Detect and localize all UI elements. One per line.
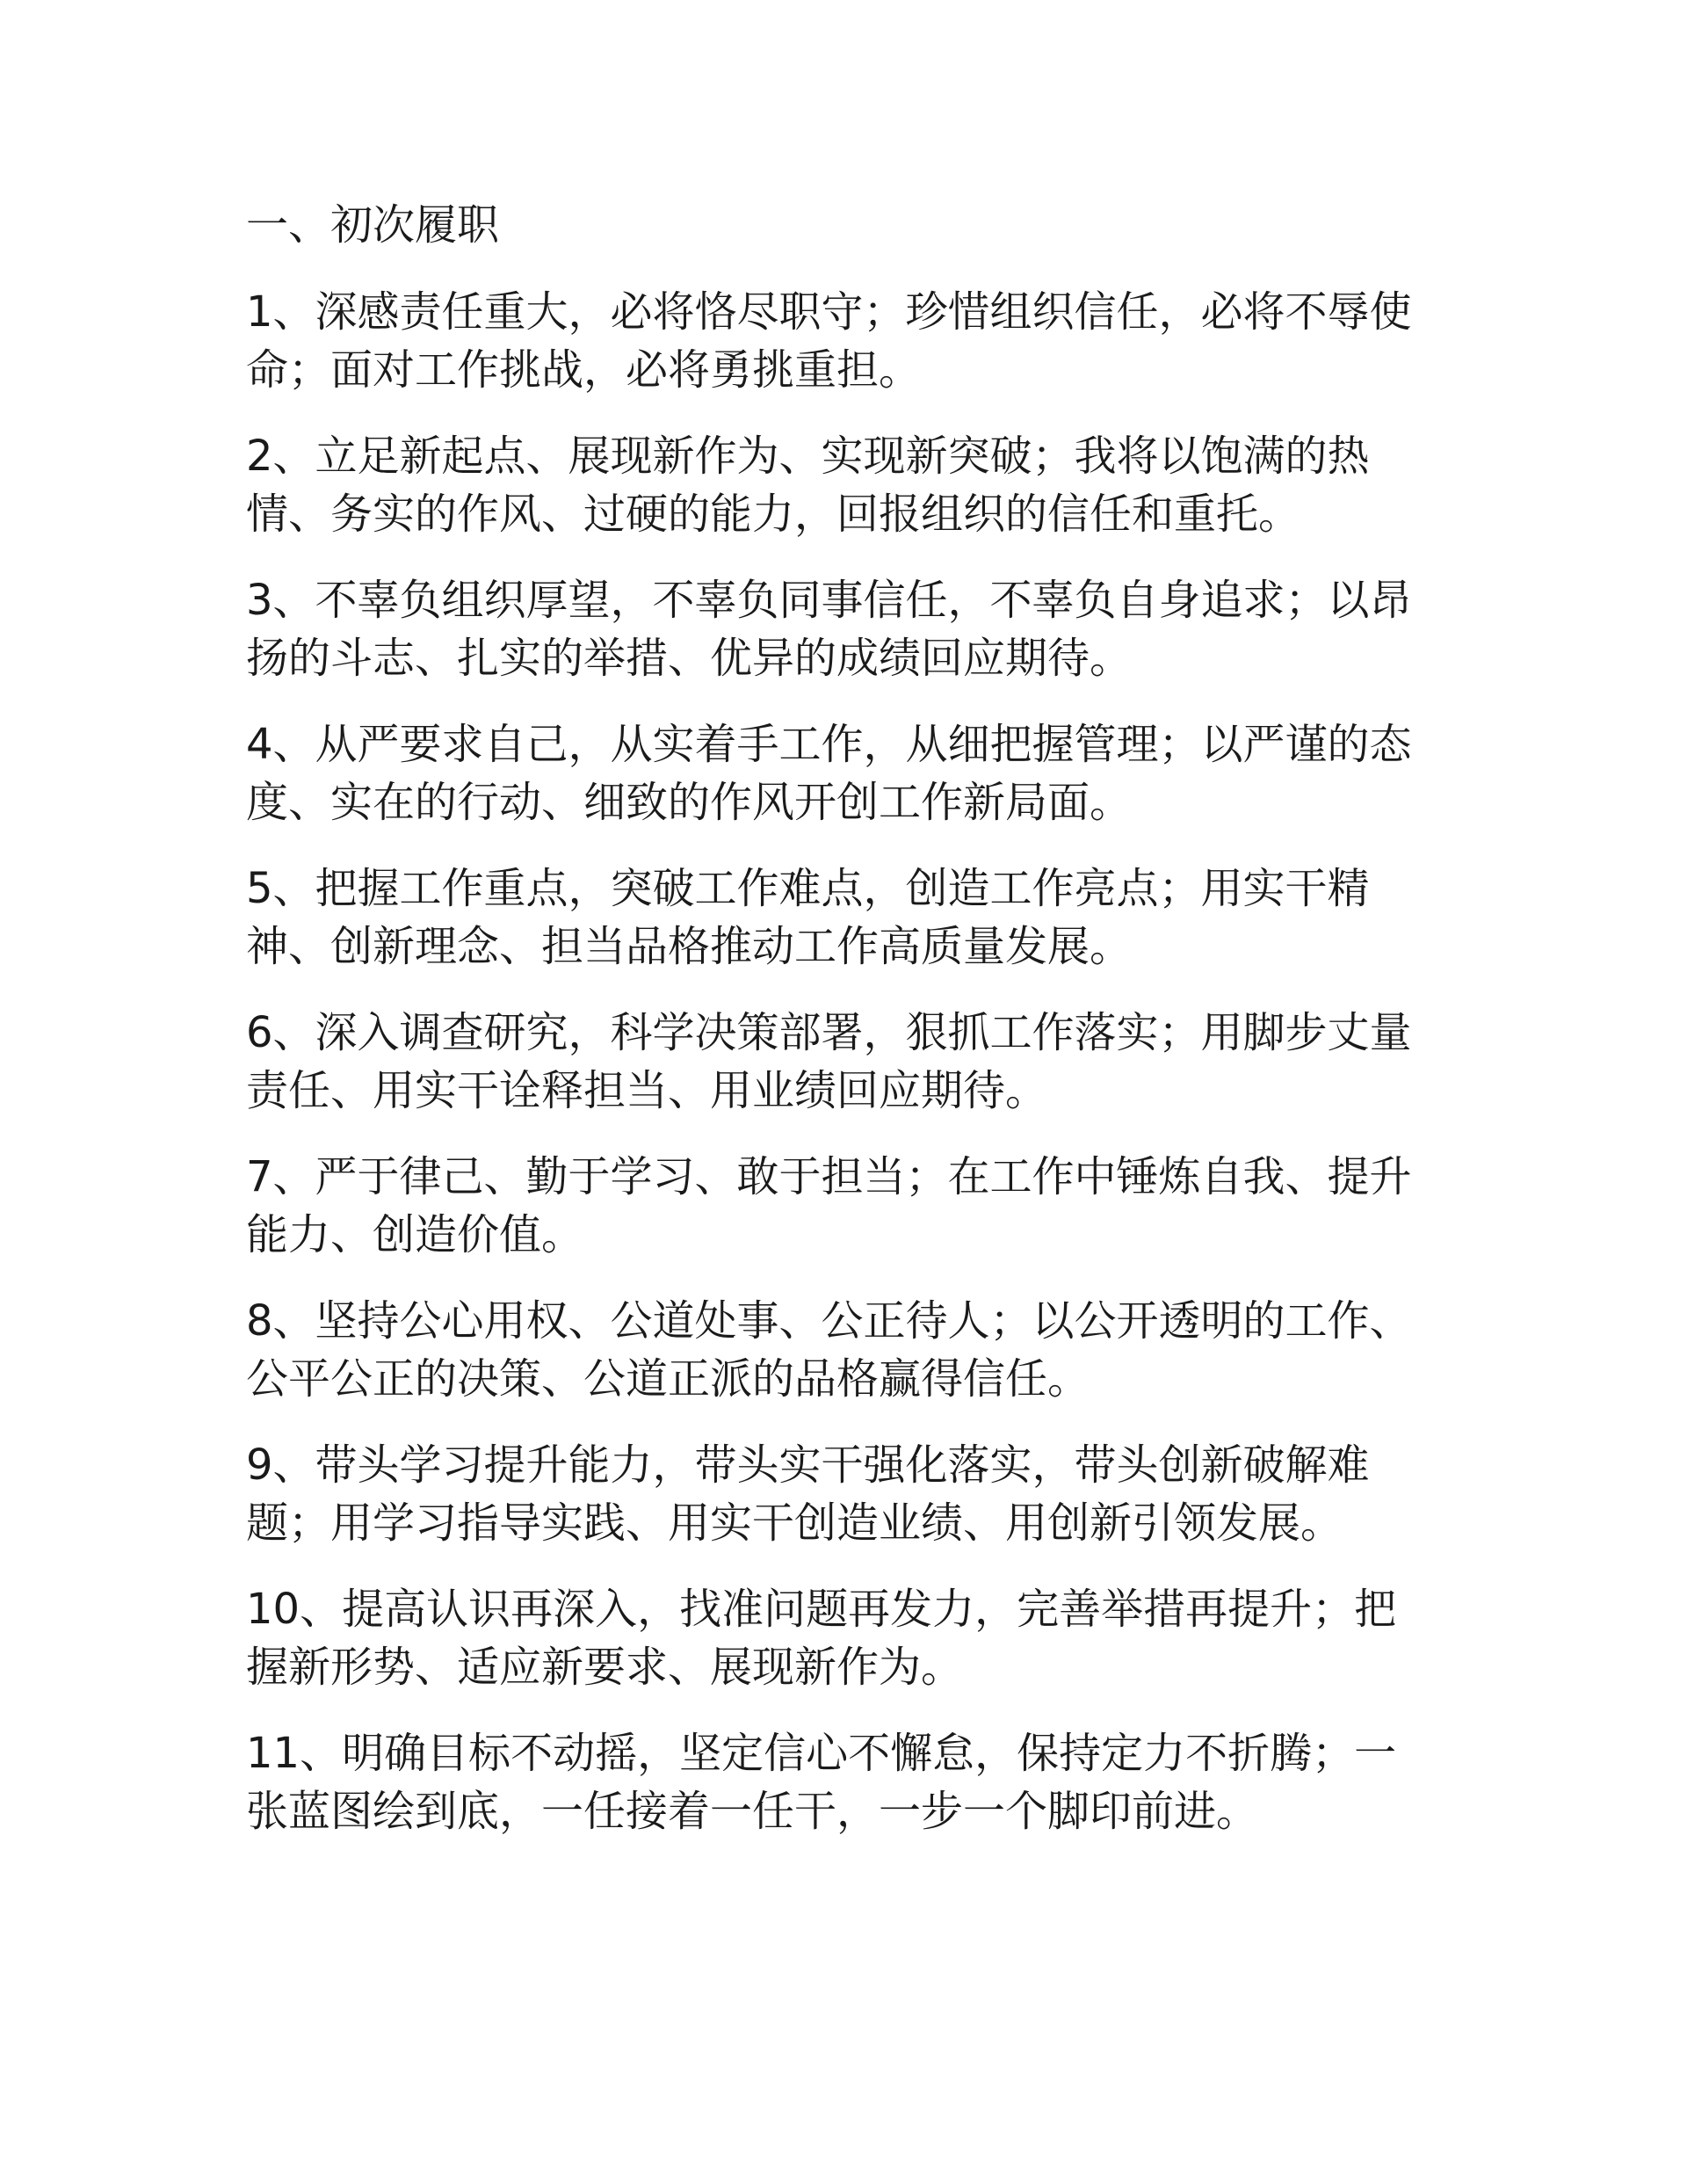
list-item-10: 10、提高认识再深入，找准问题再发力，完善举措再提升；把握新形势、适应新要求、展现新作为。 bbox=[246, 1585, 1397, 1692]
list-item-11: 11、明确目标不动摇，坚定信心不懈怠，保持定力不折腾；一张蓝图绘到底，一任接着一任干，一步一个脚印前进。 bbox=[246, 1729, 1397, 1836]
list-item-1: 1、深感责任重大，必将恪尽职守；珍惜组织信任，必将不辱使命；面对工作挑战，必将勇挑重担。 bbox=[246, 287, 1412, 395]
list-item-9: 9、带头学习提升能力，带头实干强化落实，带头创新破解难题；用学习指导实践、用实干创造业绩、用创新引领发展。 bbox=[246, 1440, 1370, 1548]
list-item-7: 7、严于律己、勤于学习、敢于担当；在工作中锤炼自我、提升能力、创造价值。 bbox=[246, 1152, 1412, 1259]
list-item-5: 5、把握工作重点，突破工作难点，创造工作亮点；用实干精神、创新理念、担当品格推动工作高质量发展。 bbox=[246, 864, 1370, 971]
list-item-8: 8、坚持公心用权、公道处事、公正待人；以公开透明的工作、公平公正的决策、公道正派的品格赢得信任。 bbox=[246, 1296, 1412, 1404]
list-item-6: 6、深入调查研究，科学决策部署，狠抓工作落实；用脚步丈量责任、用实干诠释担当、用业绩回应期待。 bbox=[246, 1008, 1412, 1115]
document-body bbox=[246, 195, 1423, 1868]
list-item-2: 2、立足新起点、展现新作为、实现新突破；我将以饱满的热情、务实的作风、过硬的能力，回报组织的信任和重托。 bbox=[246, 432, 1370, 539]
list-item-4: 4、从严要求自己，从实着手工作，从细把握管理；以严谨的态度、实在的行动、细致的作风开创工作新局面。 bbox=[246, 720, 1412, 827]
list-item-3: 3、不辜负组织厚望，不辜负同事信任，不辜负自身追求；以昂扬的斗志、扎实的举措、优异的成绩回应期待。 bbox=[246, 576, 1412, 683]
section-heading: 一、初次履职 bbox=[246, 200, 500, 250]
